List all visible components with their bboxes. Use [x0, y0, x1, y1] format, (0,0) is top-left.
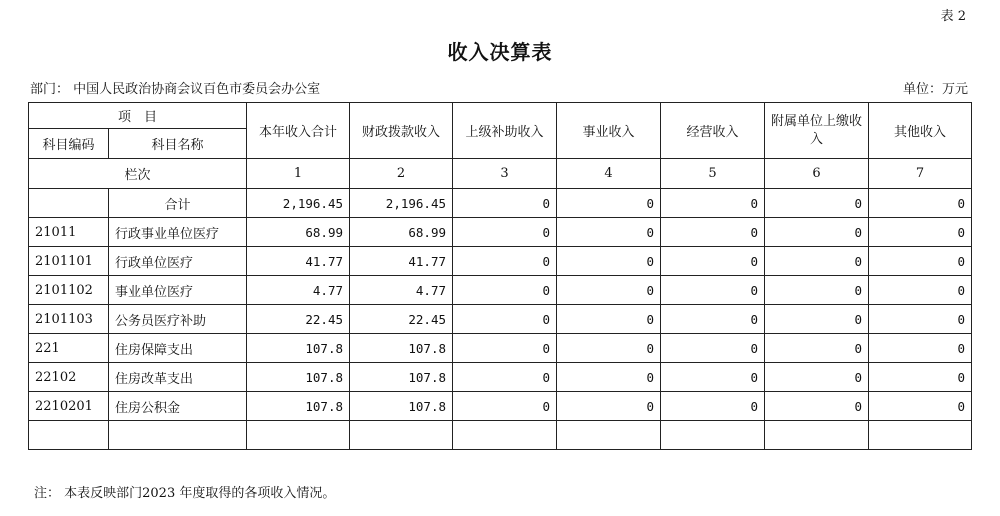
header-other: 其他收入	[869, 103, 972, 159]
amount-cell: 68.99	[350, 218, 453, 247]
amount-cell: 0	[869, 305, 972, 334]
amount-cell: 0	[869, 218, 972, 247]
amount-cell: 107.8	[247, 334, 350, 363]
subject-name: 公务员医疗补助	[109, 305, 247, 334]
total-value: 0	[869, 189, 972, 218]
total-label: 合计	[109, 189, 247, 218]
table-row	[29, 276, 972, 305]
table-number: 表 2	[940, 9, 966, 24]
blank-cell	[557, 421, 661, 450]
unit-label: 单位：万元	[902, 82, 968, 97]
total-value: 0	[661, 189, 765, 218]
col-index-row	[29, 159, 972, 189]
blank-cell	[661, 421, 765, 450]
amount-cell: 107.8	[247, 363, 350, 392]
amount-cell: 0	[765, 247, 869, 276]
amount-cell: 0	[557, 276, 661, 305]
header-code: 科目编码	[29, 129, 109, 159]
amount-cell: 0	[557, 247, 661, 276]
header-item: 项 目	[29, 103, 247, 129]
total-value: 0	[453, 189, 557, 218]
blank-cell	[765, 421, 869, 450]
subject-name: 住房保障支出	[109, 334, 247, 363]
blank-cell	[453, 421, 557, 450]
amount-cell: 0	[765, 218, 869, 247]
subject-code: 21011	[29, 218, 109, 247]
header-operating: 经营收入	[661, 103, 765, 159]
header-row-1	[29, 103, 972, 129]
total-code	[29, 189, 109, 218]
table-row	[29, 247, 972, 276]
amount-cell: 41.77	[350, 247, 453, 276]
amount-cell: 0	[869, 334, 972, 363]
amount-cell: 0	[869, 247, 972, 276]
department-label: 部门： 中国人民政治协商会议百色市委员会办公室	[30, 82, 321, 97]
amount-cell: 107.8	[247, 392, 350, 421]
amount-cell: 0	[557, 218, 661, 247]
amount-cell: 0	[557, 334, 661, 363]
amount-cell: 0	[453, 334, 557, 363]
table-row	[29, 305, 972, 334]
amount-cell: 0	[765, 334, 869, 363]
blank-cell	[109, 421, 247, 450]
table-row	[29, 334, 972, 363]
amount-cell: 0	[661, 305, 765, 334]
income-table	[28, 102, 972, 450]
amount-cell: 0	[557, 392, 661, 421]
subject-name: 住房公积金	[109, 392, 247, 421]
blank-cell	[350, 421, 453, 450]
subject-name: 行政事业单位医疗	[109, 218, 247, 247]
col-index-label: 栏次	[29, 159, 247, 189]
amount-cell: 0	[869, 276, 972, 305]
table-row	[29, 363, 972, 392]
header-fiscal: 财政拨款收入	[350, 103, 453, 159]
amount-cell: 107.8	[350, 363, 453, 392]
table-row	[29, 392, 972, 421]
amount-cell: 0	[661, 334, 765, 363]
amount-cell: 0	[661, 276, 765, 305]
amount-cell: 0	[765, 392, 869, 421]
col-index-cell: 2	[350, 159, 453, 189]
subject-name: 事业单位医疗	[109, 276, 247, 305]
col-index-cell: 1	[247, 159, 350, 189]
footnote: 注： 本表反映部门2023 年度取得的各项收入情况。	[34, 486, 336, 501]
total-value: 0	[557, 189, 661, 218]
amount-cell: 22.45	[247, 305, 350, 334]
blank-cell	[247, 421, 350, 450]
amount-cell: 0	[765, 276, 869, 305]
blank-row	[29, 421, 972, 450]
col-index-cell: 7	[869, 159, 972, 189]
total-value: 2,196.45	[247, 189, 350, 218]
total-value: 0	[765, 189, 869, 218]
amount-cell: 0	[661, 218, 765, 247]
subject-code: 2101101	[29, 247, 109, 276]
amount-cell: 107.8	[350, 334, 453, 363]
amount-cell: 22.45	[350, 305, 453, 334]
header-superior: 上级补助收入	[453, 103, 557, 159]
total-row	[29, 189, 972, 218]
amount-cell: 41.77	[247, 247, 350, 276]
col-index-cell: 6	[765, 159, 869, 189]
amount-cell: 0	[453, 218, 557, 247]
page-title: 收入决算表	[447, 40, 553, 64]
amount-cell: 107.8	[350, 392, 453, 421]
header-business: 事业收入	[557, 103, 661, 159]
col-index-cell: 4	[557, 159, 661, 189]
amount-cell: 0	[765, 305, 869, 334]
amount-cell: 0	[661, 392, 765, 421]
col-index-cell: 5	[661, 159, 765, 189]
subject-code: 221	[29, 334, 109, 363]
amount-cell: 0	[453, 276, 557, 305]
blank-cell	[869, 421, 972, 450]
amount-cell: 0	[453, 363, 557, 392]
header-name: 科目名称	[109, 129, 247, 159]
header-total: 本年收入合计	[247, 103, 350, 159]
amount-cell: 4.77	[350, 276, 453, 305]
subject-name: 住房改革支出	[109, 363, 247, 392]
amount-cell: 0	[661, 247, 765, 276]
table-row	[29, 218, 972, 247]
subject-name: 行政单位医疗	[109, 247, 247, 276]
amount-cell: 0	[765, 363, 869, 392]
amount-cell: 0	[661, 363, 765, 392]
header-affiliate: 附属单位上缴收入	[765, 103, 869, 159]
amount-cell: 0	[869, 392, 972, 421]
col-index-cell: 3	[453, 159, 557, 189]
total-value: 2,196.45	[350, 189, 453, 218]
subject-code: 2101103	[29, 305, 109, 334]
amount-cell: 0	[453, 247, 557, 276]
amount-cell: 0	[453, 305, 557, 334]
amount-cell: 4.77	[247, 276, 350, 305]
amount-cell: 0	[557, 305, 661, 334]
amount-cell: 68.99	[247, 218, 350, 247]
subject-code: 2101102	[29, 276, 109, 305]
subject-code: 22102	[29, 363, 109, 392]
blank-cell	[29, 421, 109, 450]
subject-code: 2210201	[29, 392, 109, 421]
amount-cell: 0	[453, 392, 557, 421]
amount-cell: 0	[869, 363, 972, 392]
amount-cell: 0	[557, 363, 661, 392]
